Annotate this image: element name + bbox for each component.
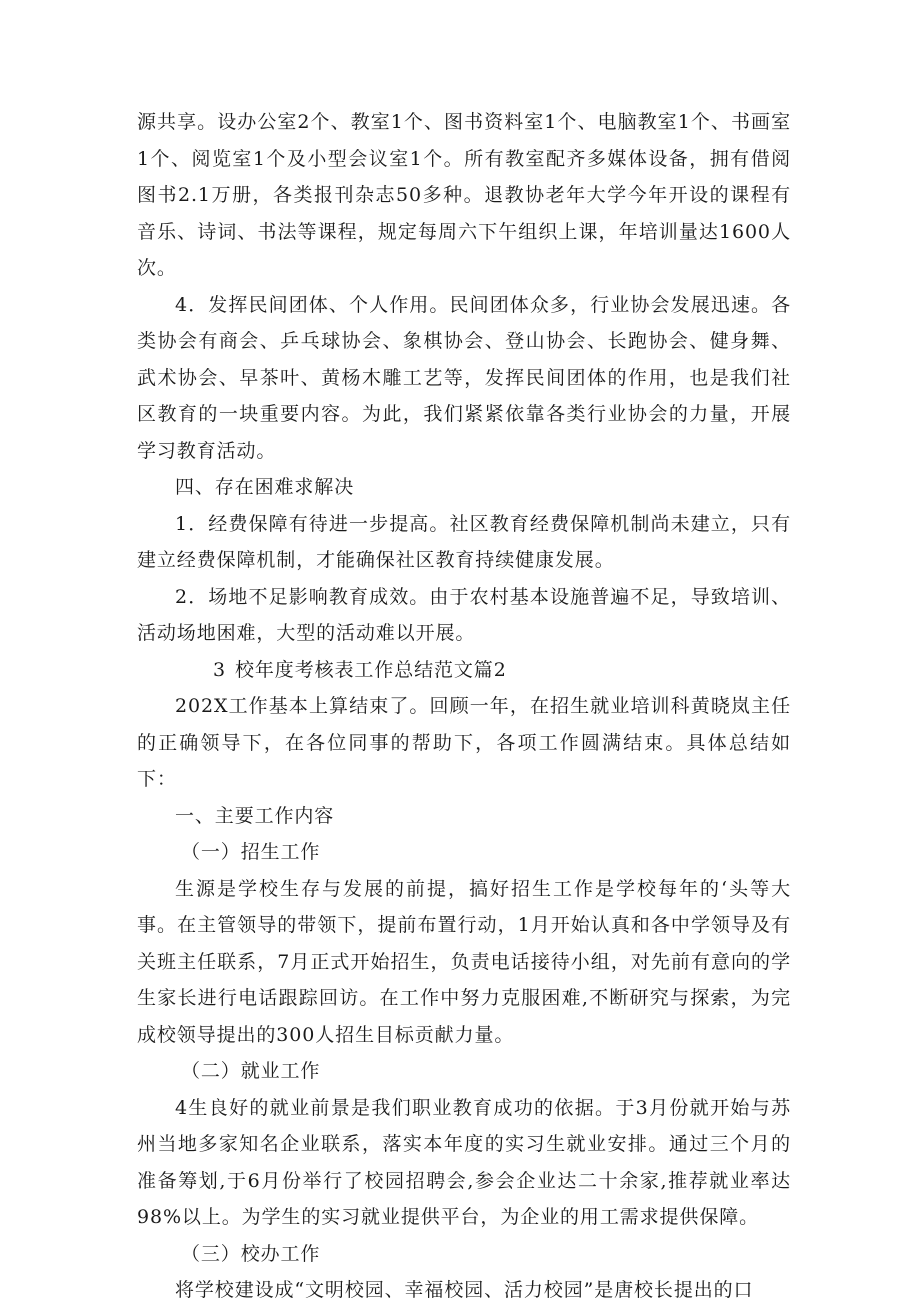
heading-main-work: 一、主要工作内容 xyxy=(175,804,335,827)
document-body xyxy=(137,104,791,1309)
paragraph-school-office: 将学校建设成“文明校园、幸福校园、活力校园”是唐校长提出的口 xyxy=(175,1279,754,1301)
section-title xyxy=(137,652,791,689)
heading-difficulties: 四、存在困难求解决 xyxy=(175,476,355,498)
paragraph-intro: 202X工作基本上算结束了。回顾一年，在招生就业培训科黄晓岚主任的正确领导下，在各位同事的帮助下，各项工作圆满结束。具体总结如下： xyxy=(137,695,791,790)
paragraph-associations: 4．发挥民间团体、个人作用。民间团体众多，行业协会发展迅速。各类协会有商会、乒乓球协会、象棋协会、登山协会、长跑协会、健身舞、武术协会、早茶叶、黄杨木雕工艺等，发挥民间团体的作用，也是我们社区教育的一块重要内容。为此，我们紧紧依靠各类行业协会的力量，开展学习教育活动。 xyxy=(137,293,791,462)
subheading-enrollment: （一）招生工作 xyxy=(181,841,321,863)
subheading-school-office: （三）校办工作 xyxy=(181,1242,321,1265)
paragraph-continuation: 源共享。设办公室2个、教室1个、图书资料室1个、电脑教室1个、书画室1个、阅览室1个及小型会议室1个。所有教室配齐多媒体设备，拥有借阅图书2.1万册，各类报刊杂志50多种。退教协老年大学今年开设的课程有音乐、诗词、书法等课程，规定每周六下午组织上课，年培训量达1600人次。 xyxy=(137,111,791,279)
paragraph-enrollment: 生源是学校生存与发展的前提，搞好招生工作是学校每年的‘头等大事。在主管领导的带领下，提前布置行动，1月开始认真和各中学领导及有关班主任联系，7月正式开始招生，负责电话接待小组，对先前有意向的学生家长进行电话跟踪回访。在工作中努力克服困难,不断研究与探索，为完成校领导提出的300人招生目标贡献力量。 xyxy=(137,877,791,1046)
paragraph-funding: 1．经费保障有待进一步提高。社区教育经费保障机制尚未建立，只有建立经费保障机制，才能确保社区教育持续健康发展。 xyxy=(137,512,791,571)
paragraph-venue: 2．场地不足影响教育成效。由于农村基本设施普遍不足，导致培训、活动场地困难，大型的活动难以开展。 xyxy=(137,585,791,644)
section-number: 3 xyxy=(213,658,226,681)
subheading-employment: （二）就业工作 xyxy=(181,1060,321,1082)
paragraph-employment: 4生良好的就业前景是我们职业教育成功的依据。于3月份就开始与苏州当地多家知名企业联系，落实本年度的实习生就业安排。通过三个月的准备筹划,于6月份举行了校园招聘会,参会企业达二十余家,推荐就业率达98%以上。为学生的实习就业提供平台，为企业的用工需求提供保障。 xyxy=(137,1096,791,1228)
section-title-text: 校年度考核表工作总结范文篇2 xyxy=(235,658,507,681)
